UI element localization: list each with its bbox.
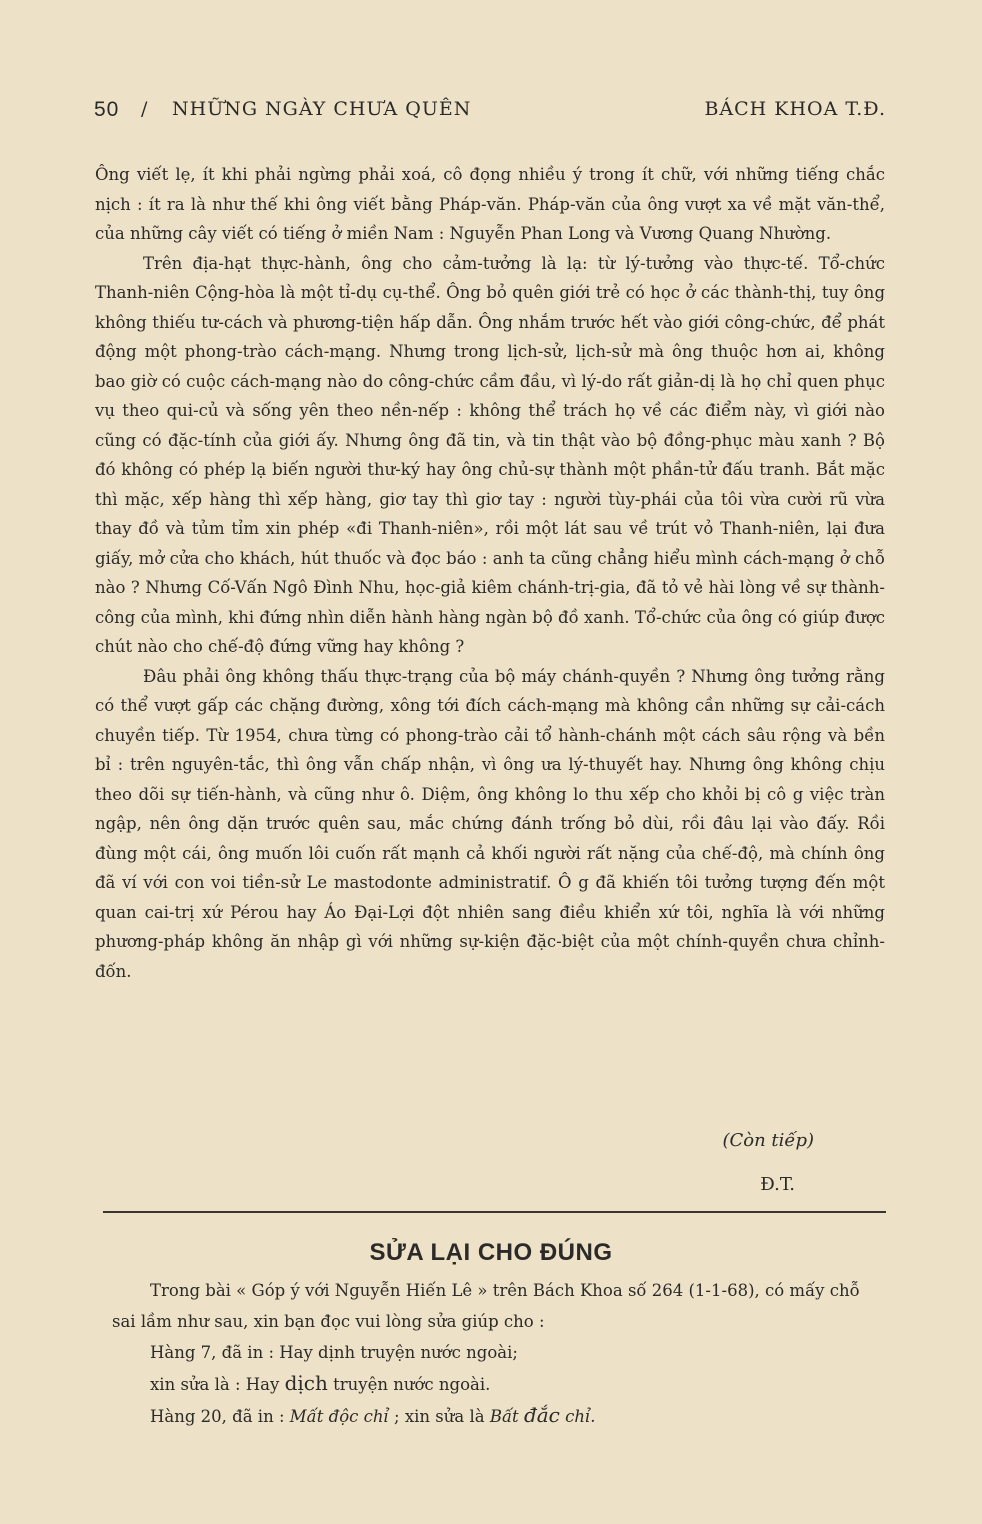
paragraph-1: Ông viết lẹ, ít khi phải ngừng phải xoá, cô đọng nhiều ý trong ít chữ, với những tiếng chắc nịch : ít ra là như thế khi ông viết bằng Pháp-văn. Pháp-văn của ông vượt xa về mặt văn-thể, của những cây viết có tiếng ở miền Nam : Nguyễn Phan Long và Vương Quang Nhường.	[95, 165, 885, 243]
correction-line-7: Hàng 7, đã in : Hay dịnh truyện nước ngoài;	[150, 1343, 518, 1362]
page-number: 50	[94, 98, 120, 121]
correction-line-20: Hàng 20, đã in : Mất độc chỉ ; xin sửa là Bất đắc chỉ.	[150, 1403, 596, 1427]
article-body	[95, 160, 885, 986]
section-divider	[103, 1211, 886, 1213]
correction-section	[112, 1275, 887, 1432]
running-header	[94, 98, 886, 128]
header-separator: /	[141, 98, 149, 120]
paragraph-2: Trên địa-hạt thực-hành, ông cho cảm-tưởng là lạ: từ lý-tưởng vào thực-tế. Tổ-chức Thanh-niên Cộng-hòa là một tỉ-dụ cụ-thể. Ông bỏ quên giới trẻ có học ở các thành-thị, tuy ông không thiếu tư-cách và phương-tiện hấp dẫn. Ông nhắm trước hết vào giới công-chức, để phát động một phong-trào cách-mạng. Nhưng trong lịch-sử, lịch-sử mà ông thuộc hơn ai, không bao giờ có cuộc cách-mạng nào do công-chức cầm đầu, vì lý-do rất giản-dị là họ chỉ quen phục vụ theo qui-củ và sống yên theo nền-nếp : không thể trách họ về các điểm này, vì giới nào cũng có đặc-tính của giới ấy. Nhưng ông đã tin, và tin thật vào bộ đồng-phục màu xanh ? Bộ đó không có phép lạ biến người thư-ký hay ông chủ-sự thành một phần-tử đấu tranh. Bắt mặc thì mặc, xếp hàng thì xếp hàng, giơ tay thì giơ tay : người tùy-phái của tôi vừa cười rũ vừa thay đồ và tủm tỉm xin phép «đi Thanh-niên», rồi một lát sau về trút vỏ Thanh-niên, lại đưa giấy, mở cửa cho khách, hút thuốc và đọc báo : anh ta cũng chẳng hiểu mình cách-mạng ở chỗ nào ? Nhưng Cố-Vấn Ngô Đình Nhu, học-giả kiêm chánh-trị-gia, đã tỏ vẻ hài lòng về sự thành-công của mình, khi đứng nhìn diễn hành hàng ngàn bộ đồ xanh. Tổ-chức của ông có giúp được chút nào cho chế-độ đứng vững hay không ?	[95, 253, 885, 656]
continued-note: (Còn tiếp)	[722, 1130, 814, 1151]
series-title: NHỮNG NGÀY CHƯA QUÊN	[172, 98, 472, 120]
correction-intro: Trong bài « Góp ý với Nguyễn Hiến Lê » trên Bách Khoa số 264 (1-1-68), có mấy chỗ sai lầm như sau, xin bạn đọc vui lòng sửa giúp cho :	[112, 1281, 860, 1331]
correction-line-7-fix: xin sửa là : Hay dịch truyện nước ngoài.	[150, 1371, 491, 1395]
paragraph-3: Đâu phải ông không thấu thực-trạng của bộ máy chánh-quyền ? Nhưng ông tưởng rằng có thể vượt gấp các chặng đường, xông tới đích cách-mạng mà không cần những sự cải-cách chuyền tiếp. Từ 1954, chưa từng có phong-trào cải tổ hành-chánh một cách sâu rộng và bền bỉ : trên nguyên-tắc, thì ông vẫn chấp nhận, vì ông ưa lý-thuyết hay. Nhưng ông không chịu theo dõi sự tiến-hành, và cũng như ô. Diệm, ông không lo thu xếp cho khỏi bị cô g việc tràn ngập, nên ông dặn trước quên sau, mắc chứng đánh trống bỏ dùi, rồi đâu lại vào đấy. Rồi đùng một cái, ông muốn lôi cuốn rất mạnh cả khối người rất nặng của chế-độ, mà chính ông đã ví với con voi tiền-sử Le mastodonte administratif. Ô g đã khiến tôi tưởng tượng đến một quan cai-trị xứ Pérou hay Áo Đại-Lợi đột nhiên sang điều khiển xứ tôi, nghĩa là với những phương-pháp không ăn nhập gì với những sự-kiện đặc-biệt của một chính-quyền chưa chỉnh-đốn.	[95, 666, 885, 981]
correction-title: SỬA LẠI CHO ĐÚNG	[369, 1239, 613, 1266]
author-initials: Đ.T.	[760, 1174, 795, 1195]
magazine-name: BÁCH KHOA T.Đ.	[704, 98, 886, 120]
